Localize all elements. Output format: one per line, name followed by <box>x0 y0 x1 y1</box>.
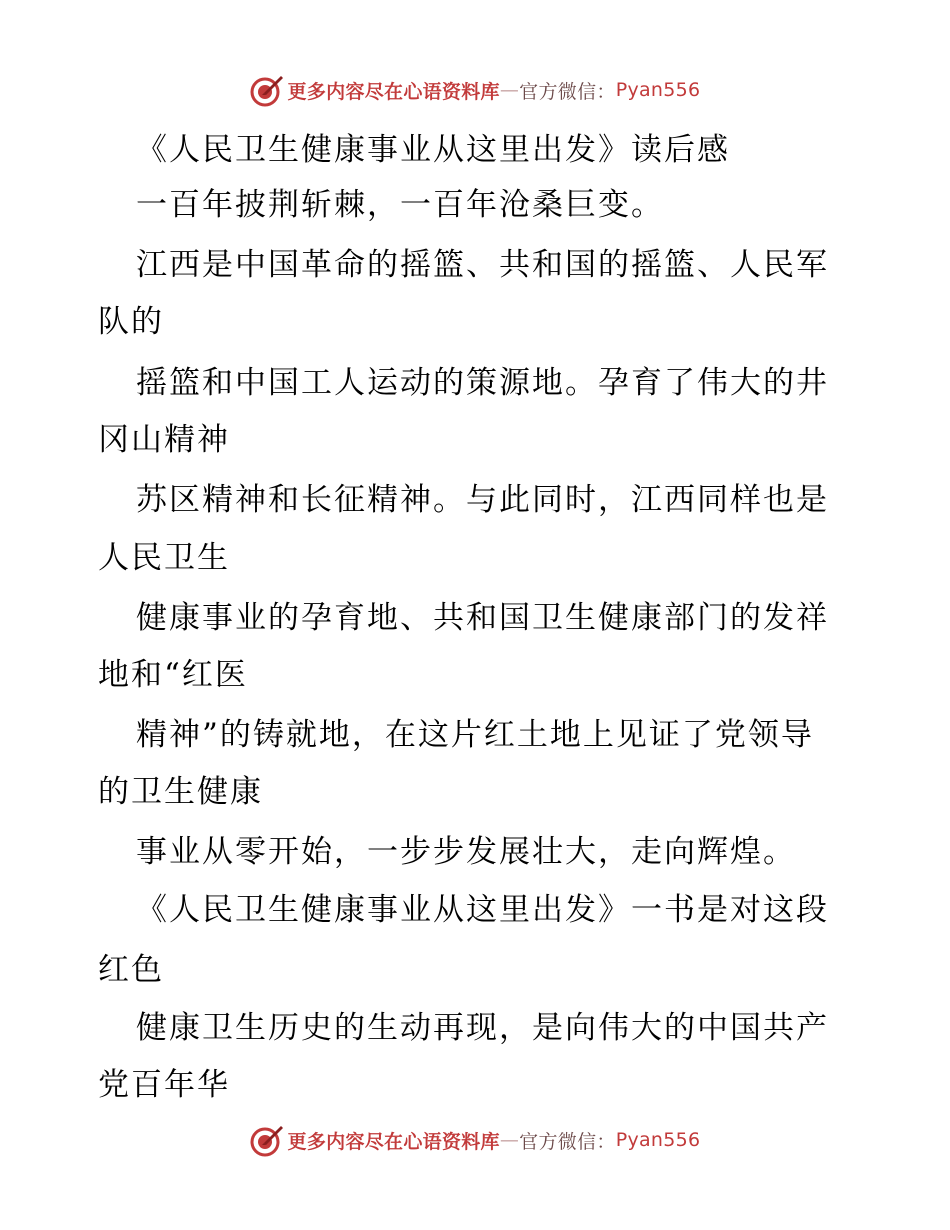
paragraph-line: 红色 <box>98 952 164 988</box>
paragraph-line: 队的 <box>98 304 164 340</box>
banner-separator: — <box>499 1129 520 1151</box>
banner-separator: — <box>499 79 520 101</box>
paragraph-line: 江西是中国革命的摇篮、共和国的摇篮、人民军 <box>136 247 829 283</box>
paragraph-line: 摇篮和中国工人运动的策源地。孕育了伟大的井 <box>136 365 829 401</box>
paragraph-line: 党百年华 <box>98 1067 230 1103</box>
banner-wechat-id: Pyan556 <box>615 79 701 101</box>
paragraph-line: 冈山精神 <box>98 422 230 458</box>
document-title: 《人民卫生健康事业从这里出发》读后感 <box>136 132 730 168</box>
footer-watermark-banner <box>0 1120 950 1160</box>
banner-text: 更多内容尽在心语资料库 <box>287 80 500 103</box>
paragraph-line: 一百年披荆斩棘，一百年沧桑巨变。 <box>136 187 664 223</box>
paragraph-line: 地和“红医 <box>98 657 248 693</box>
paragraph-line: 健康卫生历史的生动再现，是向伟大的中国共产 <box>136 1010 829 1046</box>
banner-wechat-id: Pyan556 <box>615 1129 701 1151</box>
banner-wechat-label: 官方微信： <box>519 80 616 103</box>
paragraph-line: 《人民卫生健康事业从这里出发》一书是对这段 <box>136 892 829 928</box>
paragraph-line: 人民卫生 <box>98 540 230 576</box>
paragraph-line: 事业从零开始，一步步发展壮大，走向辉煌。 <box>136 834 796 870</box>
paragraph-line: 苏区精神和长征精神。与此同时，江西同样也是 <box>136 482 829 518</box>
banner-text: 更多内容尽在心语资料库 <box>287 1130 500 1153</box>
quill-pen-icon <box>250 73 284 107</box>
banner-wechat-label: 官方微信： <box>519 1130 616 1153</box>
quill-pen-icon <box>250 1123 284 1157</box>
paragraph-line: 健康事业的孕育地、共和国卫生健康部门的发祥 <box>136 600 829 636</box>
header-watermark-banner <box>0 70 950 110</box>
paragraph-line: 精神”的铸就地，在这片红土地上见证了党领导 <box>136 717 814 753</box>
paragraph-line: 的卫生健康 <box>98 774 263 810</box>
